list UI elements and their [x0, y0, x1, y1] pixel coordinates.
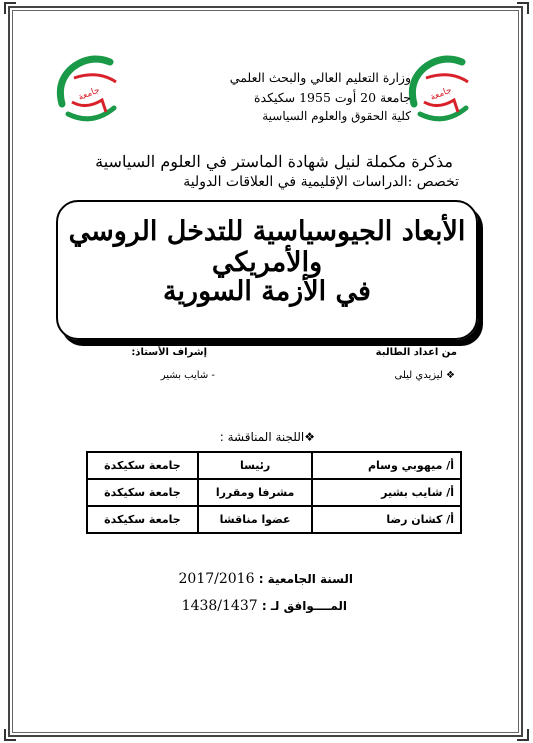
- faculty-name: كلية الحقوق والعلوم السياسية: [262, 109, 411, 123]
- thesis-title-line1: الأبعاد الجيوسياسية للتدخل الروسي والأمريكي: [68, 216, 466, 278]
- corner-ornament: [4, 2, 16, 14]
- svg-text:جامعة: جامعة: [77, 85, 102, 103]
- member-name: أ/ ميهوبي وسام: [312, 452, 461, 479]
- thesis-title-box: [56, 200, 478, 340]
- member-university: جامعة سكيكدة: [87, 479, 198, 506]
- table-row: [87, 452, 461, 479]
- academic-year: [179, 571, 353, 587]
- corner-ornament: [4, 729, 16, 741]
- committee-heading: ❖اللجنة المناقشة :: [219, 430, 315, 444]
- table-row: [87, 479, 461, 506]
- hijri-year-label: المــــوافق لـ :: [261, 599, 347, 613]
- academic-year-value: 2017/2016: [178, 571, 255, 587]
- committee-table: [86, 451, 462, 534]
- member-role: عضوا مناقشا: [198, 506, 312, 533]
- student-label: من اعداد الطالبة: [375, 347, 457, 358]
- student-name: ❖ ليزيدي ليلى: [394, 370, 455, 381]
- member-role: رئيسا: [198, 452, 312, 479]
- svg-text:جامعة: جامعة: [429, 85, 454, 103]
- member-university: جامعة سكيكدة: [87, 506, 198, 533]
- corner-ornament: [517, 2, 529, 14]
- academic-year-label: السنة الجامعية :: [258, 572, 353, 586]
- memo-specialty: تخصص :الدراسات الإقليمية في العلاقات الدولية: [183, 174, 459, 190]
- thesis-title-line2: في الأزمة السورية: [163, 276, 371, 307]
- member-name: أ/ كشان رضا: [312, 506, 461, 533]
- memo-purpose: مذكرة مكملة لنيل شهادة الماستر في العلوم السياسية: [95, 152, 453, 171]
- ministry-name: وزارة التعليم العالي والبحث العلمي: [229, 70, 411, 85]
- supervisor-name: - شايب بشير: [160, 370, 215, 381]
- hijri-year-value: 1438/1437: [181, 598, 258, 614]
- supervisor-label: إشراف الأستاذ:: [131, 347, 207, 358]
- university-name: جامعة 20 أوت 1955 سكيكدة: [253, 90, 411, 105]
- university-seal-icon: [404, 52, 480, 128]
- hijri-year: [182, 598, 347, 614]
- member-name: أ/ شايب بشير: [312, 479, 461, 506]
- corner-ornament: [517, 729, 529, 741]
- member-role: مشرفا ومقررا: [198, 479, 312, 506]
- table-row: [87, 506, 461, 533]
- university-seal-icon: [52, 52, 128, 128]
- member-university: جامعة سكيكدة: [87, 452, 198, 479]
